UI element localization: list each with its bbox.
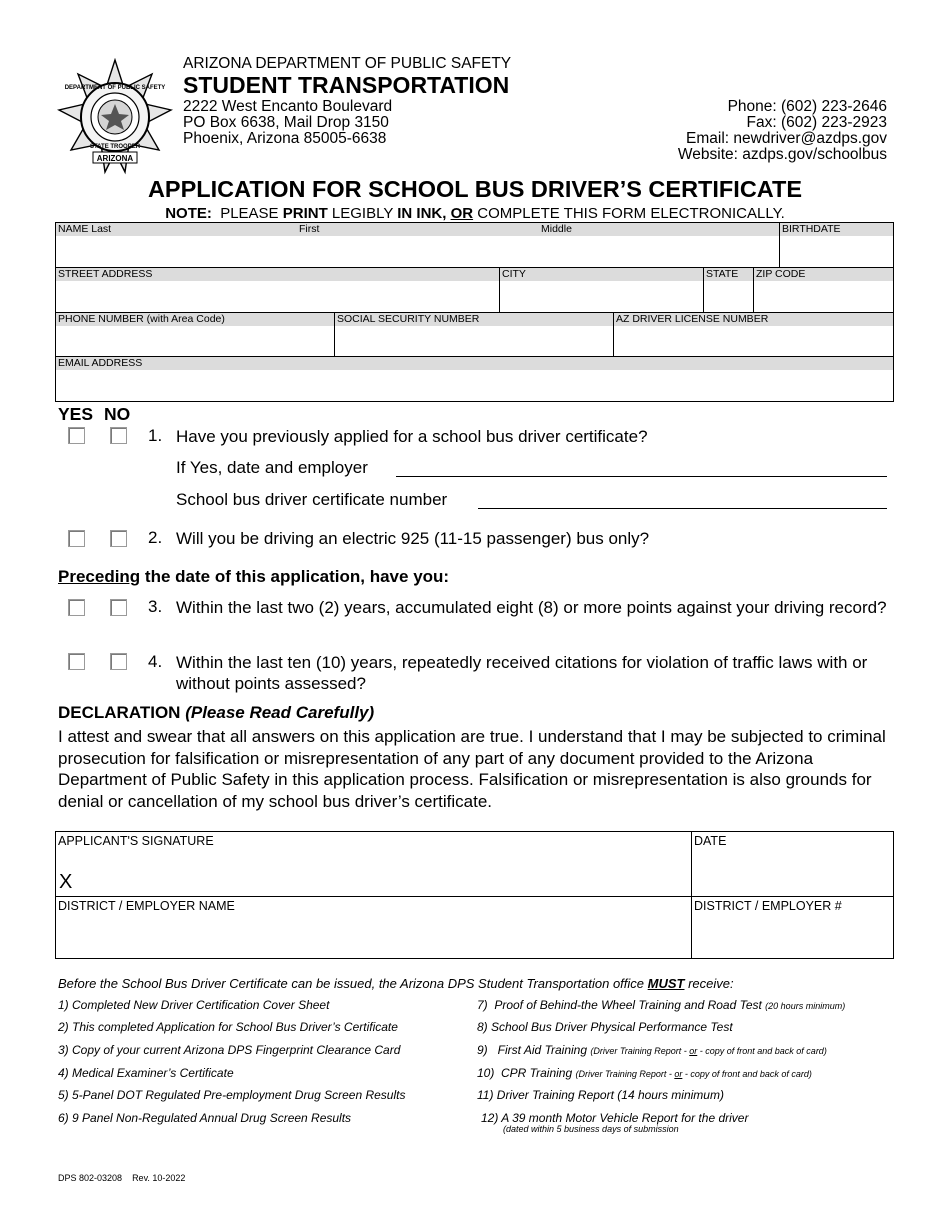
note-print: PRINT [282,205,328,222]
district-number-label: DISTRICT / EMPLOYER # [694,899,842,913]
q1-text: Have you previously applied for a school bus driver certificate? [176,427,648,446]
preceding-underlined: Preceding [58,567,141,586]
requirement-8: 8) School Bus Driver Physical Performance Test [477,1020,733,1034]
district-name-cell [55,896,692,959]
requirement-10-or: or [674,1069,683,1079]
requirement-12: 12) A 39 month Motor Vehicle Report for the driver [481,1111,749,1125]
name-middle-label: Middle [541,223,572,235]
contact-fax: Fax: (602) 223-2923 [746,114,887,131]
phone-field-cell [55,312,335,357]
requirement-3: 3) Copy of your current Arizona DPS Fingerprint Clearance Card [58,1043,401,1057]
district-name-label: DISTRICT / EMPLOYER NAME [58,899,235,913]
ssn-label: SOCIAL SECURITY NUMBER [335,313,613,326]
badge-bottom-text: ARIZONA [96,154,134,163]
requirement-1: 1) Completed New Driver Certification Cover Sheet [58,998,330,1012]
city-input[interactable] [500,281,703,309]
email-label: EMAIL ADDRESS [56,357,893,370]
dps-badge-logo [55,58,175,176]
requirements-intro [58,976,734,991]
note-or: OR [450,205,474,222]
q1-date-employer-line[interactable] [396,476,887,477]
email-input[interactable] [56,370,893,398]
requirement-5: 5) 5-Panel DOT Regulated Pre-employment Drug Screen Results [58,1088,406,1102]
name-input[interactable] [56,236,779,264]
requirement-7 [477,998,845,1012]
phone-label: PHONE NUMBER (with Area Code) [56,313,334,326]
requirement-9-or: or [689,1046,698,1056]
note-part-3: LEGIBLY [327,205,398,222]
ssn-input[interactable] [335,326,613,354]
city-field-cell [499,267,704,313]
requirement-2: 2) This completed Application for School Bus Driver’s Certificate [58,1020,398,1034]
signature-cell[interactable] [55,831,692,897]
form-footer [58,1173,185,1183]
requirement-6: 6) 9 Panel Non-Regulated Annual Drug Screen Results [58,1111,352,1125]
no-column-label: NO [104,404,131,424]
contact-phone: Phone: (602) 223-2646 [727,98,887,115]
ssn-field-cell [334,312,614,357]
requirement-9-note-a: (Driver Training Report - [590,1046,690,1056]
requirement-9-text: 9) First Aid Training [477,1043,591,1057]
declaration-heading [58,703,374,723]
q1-date-employer-label: If Yes, date and employer [176,458,368,477]
q2-text: Will you be driving an electric 925 (11-15 passenger) bus only? [176,529,650,548]
requirement-9 [477,1043,827,1057]
requirement-7-note: (20 hours minimum) [765,1001,846,1011]
q1-cert-number-label: School bus driver certificate number [176,490,448,509]
form-revision: Rev. 10-2022 [132,1173,186,1183]
state-field-cell [703,267,754,313]
declaration-subtitle: (Please Read Carefully) [185,703,375,722]
birthdate-label: BIRTHDATE [780,223,893,236]
q1-cert-number-line[interactable] [478,508,887,509]
district-name-input[interactable] [56,915,691,943]
office-title: STUDENT TRANSPORTATION [183,72,510,98]
name-first-label: First [299,223,320,235]
requirement-10-note-a: (Driver Training Report - [575,1069,675,1079]
requirement-11: 11) Driver Training Report (14 hours minimum) [477,1088,724,1102]
badge-mid-text: STATE TROOPER [89,144,141,150]
name-last-label: NAME Last [56,223,779,236]
state-input[interactable] [704,281,753,309]
state-label: STATE [704,268,753,281]
address-line-1: 2222 West Encanto Boulevard [183,98,393,115]
requirement-10-note-b: - copy of front and back of card) [682,1069,812,1079]
zip-input[interactable] [754,281,893,309]
q4-text: Within the last ten (10) years, repeatedly received citations for violation of traffic laws with or without points assessed? [176,653,868,693]
q2-no-checkbox[interactable] [110,530,127,547]
declaration-text: I attest and swear that all answers on this application are true. I understand that I may be subjected to criminal prosecution for falsification or misrepresentation of any part of any document provided to the Arizona Department of Public Safety in this application process. Falsification or misrepresentation is also grounds for denial or cancellation of my school bus driver’s certificate. [58,727,886,811]
requirement-9-note-b: - copy of front and back of card) [697,1046,827,1056]
street-label: STREET ADDRESS [56,268,499,281]
requirements-intro-pre: Before the School Bus Driver Certificate can be issued, the Arizona DPS Student Transportation office [58,976,648,991]
birthdate-input[interactable] [780,236,893,264]
note-in-ink: IN INK, [397,205,451,222]
yes-column-label: YES [58,404,94,424]
q3-text: Within the last two (2) years, accumulated eight (8) or more points against your driving record? [176,598,887,617]
contact-email: Email: newdriver@azdps.gov [686,130,887,147]
preceding-heading [58,567,449,587]
name-field-cell [55,222,780,268]
requirement-4: 4) Medical Examiner’s Certificate [58,1066,234,1080]
requirements-intro-post: receive: [684,976,734,991]
district-number-input[interactable] [692,915,893,943]
q1-number: 1. [148,426,163,445]
address-line-2: PO Box 6638, Mail Drop 3150 [183,114,389,131]
declaration-title: DECLARATION [58,703,181,722]
q3-number: 3. [148,597,163,616]
q1-yes-checkbox[interactable] [68,427,85,444]
requirement-10 [477,1066,812,1080]
requirement-10-text: 10) CPR Training [477,1066,576,1080]
q2-yes-checkbox[interactable] [68,530,85,547]
street-field-cell [55,267,500,313]
requirement-7-text: 7) Proof of Behind-the Wheel Training and Road Test [477,998,766,1012]
note-part-6: COMPLETE THIS FORM ELECTRONICALLY. [473,205,785,222]
email-field-cell [55,356,894,402]
note-lead: NOTE: [165,205,212,222]
address-line-3: Phoenix, Arizona 85005-6638 [183,130,387,147]
zip-field-cell [753,267,894,313]
requirements-must: MUST [647,976,685,991]
department-name: ARIZONA DEPARTMENT OF PUBLIC SAFETY [183,55,512,72]
license-input[interactable] [614,326,893,354]
birthdate-field-cell [779,222,894,268]
license-field-cell [613,312,894,357]
date-input[interactable] [692,850,893,878]
license-label: AZ DRIVER LICENSE NUMBER [614,313,893,326]
signature-label: APPLICANT'S SIGNATURE [58,834,214,848]
form-id: DPS 802-03208 [58,1173,123,1183]
signature-x-mark: X [59,871,73,893]
date-label: DATE [694,834,727,848]
badge-top-text: DEPARTMENT OF PUBLIC SAFETY [64,85,166,91]
form-title: APPLICATION FOR SCHOOL BUS DRIVER’S CERTIFICATE [147,176,803,202]
street-input[interactable] [56,281,499,309]
form-note [0,205,950,222]
zip-label: ZIP CODE [754,268,893,281]
q3-no-checkbox[interactable] [110,599,127,616]
q2-number: 2. [148,528,163,547]
district-number-cell [691,896,894,959]
q4-yes-checkbox[interactable] [68,653,85,670]
note-part-1: PLEASE [211,205,283,222]
q1-no-checkbox[interactable] [110,427,127,444]
requirement-12-note: (dated within 5 business days of submission [503,1124,679,1134]
preceding-rest: the date of this application, have you: [140,567,450,586]
q4-no-checkbox[interactable] [110,653,127,670]
phone-input[interactable] [56,326,334,354]
q4-number: 4. [148,652,163,671]
q3-yes-checkbox[interactable] [68,599,85,616]
contact-website: Website: azdps.gov/schoolbus [677,146,887,163]
city-label: CITY [500,268,703,281]
date-cell [691,831,894,897]
